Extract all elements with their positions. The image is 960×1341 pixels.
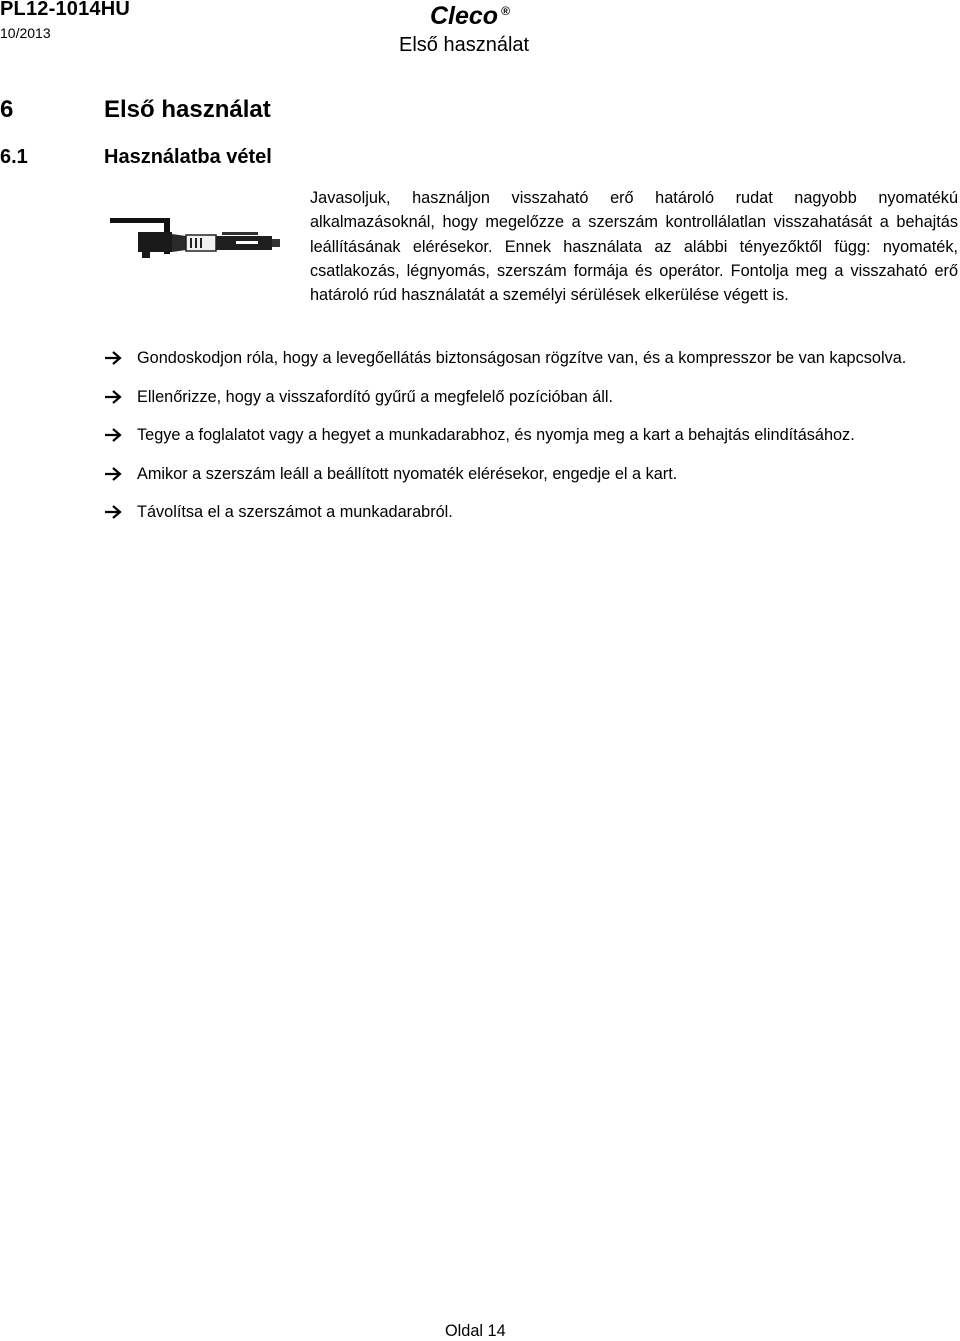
arrow-right-icon <box>104 467 122 481</box>
registered-mark: ® <box>501 4 510 18</box>
list-item <box>104 463 956 485</box>
brand-logo <box>430 2 510 31</box>
step-text: Gondoskodjon róla, hogy a levegőellátás biztonságosan rögzítve van, és a kompresszor be van kapcsolva. <box>137 349 907 367</box>
page-number: Oldal 14 <box>445 1322 506 1340</box>
document-date: 10/2013 <box>0 25 51 41</box>
intro-paragraph: Javasoljuk, használjon visszaható erő határoló rudat nagyobb nyomatékú alkalmazásoknál, hogy megelőzze a szerszám kontrollálatlan visszahatását a behajtás leállításának elérésekor. Ennek használata az alábbi tényezőktől függ: nyomaték, csatlakozás, légnyomás, szerszám formája és operátor. Fontolja meg a visszaható erő határoló rúd használatát a személyi sérülések elkerülése végett is. <box>310 189 958 305</box>
list-item <box>104 386 956 408</box>
arrow-right-icon <box>104 505 122 519</box>
section-number: 6 <box>0 96 14 123</box>
nutrunner-icon <box>104 210 284 270</box>
header-chapter-title: Első használat <box>399 34 530 56</box>
step-text: Amikor a szerszám leáll a beállított nyomaték elérésekor, engedje el a kart. <box>137 464 678 483</box>
document-id: PL12-1014HU <box>0 0 131 20</box>
subsection-number: 6.1 <box>0 146 28 168</box>
step-text: Tegye a foglalatot vagy a hegyet a munkadarabhoz, és nyomja meg a kart a behajtás elindításához. <box>137 426 855 444</box>
list-item <box>104 347 956 369</box>
tool-illustration <box>104 210 284 270</box>
subsection-title: Használatba vétel <box>104 146 272 168</box>
arrow-right-icon <box>104 428 122 442</box>
instruction-steps <box>104 347 956 540</box>
section-title: Első használat <box>104 96 271 123</box>
brand-name: Cleco <box>430 2 499 30</box>
arrow-right-icon <box>104 390 122 404</box>
arrow-right-icon <box>104 351 122 365</box>
list-item <box>104 424 956 446</box>
step-text: Ellenőrizze, hogy a visszafordító gyűrű a megfelelő pozícióban áll. <box>137 387 614 406</box>
step-text: Távolítsa el a szerszámot a munkadarabról. <box>137 503 453 521</box>
list-item <box>104 501 956 523</box>
